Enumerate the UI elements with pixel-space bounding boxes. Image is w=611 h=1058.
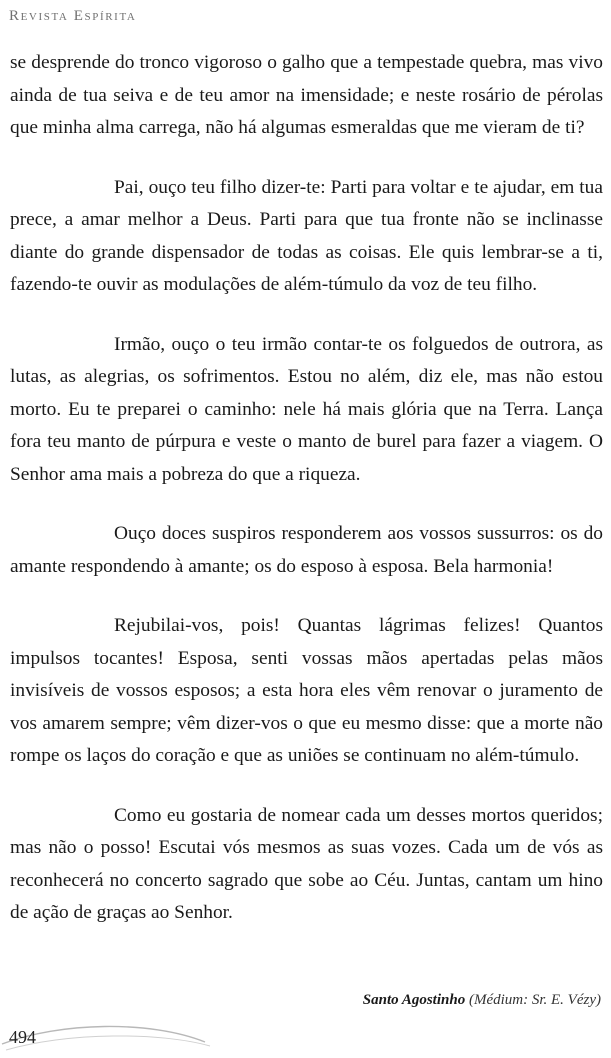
paragraph-continuation: se desprende do tronco vigoroso o galho que a tempestade quebra, mas vivo ainda de tua seiva e de teu amor na imensidade; e neste rosário de pérolas que minha alma carrega, não há algumas esmeraldas que me vieram de ti? bbox=[10, 52, 603, 138]
paragraph-rejoice: Rejubilai-vos, pois! Quantas lágrimas felizes! Quantos impulsos tocantes! Esposa, senti vossas mãos apertadas pelas mãos invisíveis de vossos esposos; a esta hora eles vêm renovar o juramento de vos amarem sempre; vêm dizer-vos o que eu mesmo disse: que a morte não rompe os laços do coração e que as uniões se continuam no além-túmulo. bbox=[10, 615, 603, 766]
page-number: 494 bbox=[9, 1027, 36, 1047]
article-body bbox=[10, 47, 603, 957]
running-header: Revista Espírita bbox=[9, 8, 137, 24]
signature-medium: (Médium: Sr. E. Vézy) bbox=[468, 992, 601, 1008]
signature-author: Santo Agostinho bbox=[362, 992, 466, 1008]
paragraph-father: Pai, ouço teu filho dizer-te: Parti para voltar e te ajudar, em tua prece, a amar melhor a Deus. Parti para que tua fronte não se inclinasse diante do grande dispensador de todas as coisas. Ele quis lembrar-se a ti, fazendo-te ouvir as modulações de além-túmulo da voz de teu filho. bbox=[10, 176, 603, 295]
signature bbox=[363, 992, 601, 1009]
paragraph-sighs: Ouço doces suspiros responderem aos vossos sussurros: os do amante respondendo à amante; os do esposo à esposa. Bela harmonia! bbox=[10, 523, 603, 577]
paragraph-brother: Irmão, ouço o teu irmão contar-te os folguedos de outrora, as lutas, as alegrias, os sofrimentos. Estou no além, diz ele, mas não estou morto. Eu te preparei o caminho: nele há mais glória que na Terra. Lança fora teu manto de púrpura e veste o manto de burel para fazer a viagem. O Senhor ama mais a pobreza do que a riqueza. bbox=[10, 333, 603, 485]
page-corner-swoosh-icon bbox=[0, 1020, 240, 1058]
paragraph-names: Como eu gostaria de nomear cada um desses mortos queridos; mas não o posso! Escutai vós mesmos as suas vozes. Cada um de vós as reconhecerá no concerto sagrado que sobe ao Céu. Juntas, cantam um hino de ação de graças ao Senhor. bbox=[10, 804, 603, 923]
